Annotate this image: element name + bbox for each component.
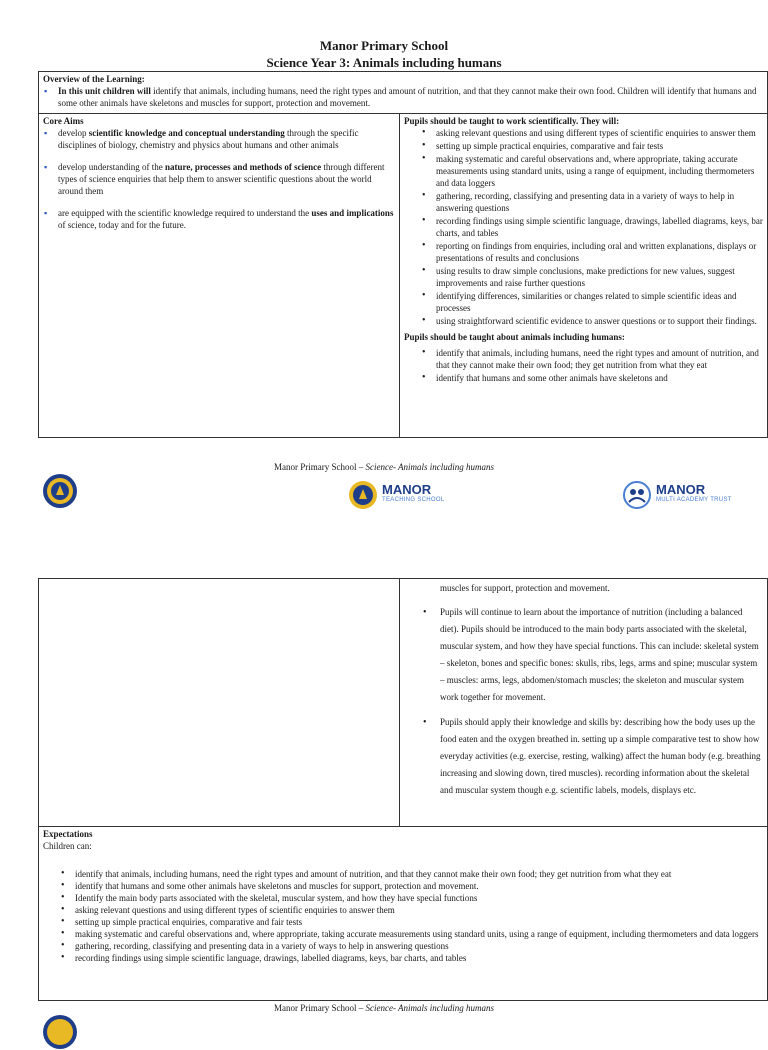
overview-item: ▪ In this unit children will identify that animals, including humans, need the right types and amount of nutrition, and that they cannot make their own food. Children will identify that humans and some other animals have skeletons and muscles for support, protection and movement. [43, 85, 763, 109]
work-scientifically-heading: Pupils should be taught to work scientifically. They will: [404, 116, 620, 126]
work-scientifically-item: • gathering, recording, classifying and presenting data in a variety of ways to help in answering questions [404, 190, 763, 214]
expectations-list [43, 868, 763, 964]
teaching-school-logo: MANOR TEACHING SCHOOL [348, 480, 445, 510]
core-aims-list [43, 127, 395, 231]
school-crest-logo-2 [42, 1014, 78, 1050]
continued-table [38, 578, 768, 1001]
school-crest-icon [42, 1014, 78, 1050]
work-scientifically-item: • recording findings using simple scientific language, drawings, labelled diagrams, keys, bar charts, and tables [404, 215, 763, 239]
expectation-item: • gathering, recording, classifying and presenting data in a variety of ways to help in answering questions [43, 940, 763, 952]
expectations-heading: Expectations [43, 829, 93, 839]
animals-list [404, 347, 763, 384]
work-scientifically-item: • setting up simple practical enquiries, comparative and fair tests [404, 140, 763, 152]
animals-item: • identify that animals, including humans, need the right types and amount of nutrition, and that they cannot make their own food; they get nutrition from what they eat [404, 347, 763, 371]
work-scientifically-item: • asking relevant questions and using different types of scientific enquiries to answer them [404, 127, 763, 139]
core-aims-cell [39, 114, 400, 438]
animals-heading: Pupils should be taught about animals including humans: [404, 332, 625, 342]
expectation-item: • asking relevant questions and using different types of scientific enquiries to answer them [43, 904, 763, 916]
expectation-item: • Identify the main body parts associated with the skeletal, muscular system, and how they have special functions [43, 892, 763, 904]
work-scientifically-item: • making systematic and careful observations and, where appropriate, taking accurate measurements using standard units, using a range of equipment, including thermometers and data loggers [404, 153, 763, 189]
trust-logo: MANOR MULTI ACADEMY TRUST [622, 480, 732, 510]
page2-item: • Pupils will continue to learn about the importance of nutrition (including a balanced diet). Pupils should be introduced to the main body parts associated with the skeletal, muscular system, and how they have special functions. This can include: skeletal system – skeleton, bones and specific bones: skulls, ribs, legs, arms and spine; muscular system – muscles: arms, legs, abdomen/stomach muscles; the skeleton and muscular system work together for movement. [404, 604, 763, 706]
empty-left-cell [39, 579, 400, 827]
continued-text: muscles for support, protection and movement. [440, 583, 610, 593]
teaching-school-icon [348, 480, 378, 510]
page2-item: • Pupils should apply their knowledge and skills by: describing how the body uses up the food eaten and the oxygen breathed in. setting up a simple comparative test to show how everyday activities (e.g. exercise, resting, walking) affect the human body (e.g. breathing increasing and slowing down, tired muscles). recording information about the skeletal and muscular system though e.g. scientific labels, models, displays etc. [404, 714, 763, 799]
core-aim-item: ▪ develop scientific knowledge and conceptual understanding through the specific disciplines of biology, chemistry and physics about humans and other animals [43, 127, 395, 151]
work-scientifically-item: • using straightforward scientific evidence to answer questions or to support their findings. [404, 315, 763, 327]
expectation-item: • setting up simple practical enquiries, comparative and fair tests [43, 916, 763, 928]
continued-cell [400, 579, 768, 827]
expectation-item: • identify that animals, including humans, need the right types and amount of nutrition, and that they cannot make their own food; they get nutrition from what they eat [43, 868, 763, 880]
work-scientifically-list [404, 127, 763, 327]
work-scientifically-item: • reporting on findings from enquiries, including oral and written explanations, displays or presentations of results and conclusions [404, 240, 763, 264]
document-title: Science Year 3: Animals including humans [266, 55, 502, 70]
school-crest-icon [42, 473, 78, 509]
trust-icon [622, 480, 652, 510]
pupils-taught-cell [400, 114, 768, 438]
core-aim-item: ▪ develop understanding of the nature, processes and methods of science through different types of science enquiries that help them to answer scientific questions about the world around them [43, 161, 395, 197]
expectation-item: • making systematic and careful observations and, where appropriate, taking accurate measurements using standard units, using a range of equipment, including thermometers and data loggers [43, 928, 763, 940]
overview-heading: Overview of the Learning: [43, 74, 145, 84]
school-name: Manor Primary School [319, 38, 449, 53]
expectation-item: • identify that humans and some other animals have skeletons and muscles for support, protection and movement. [43, 880, 763, 892]
expectations-cell [39, 827, 768, 1001]
core-aims-heading: Core Aims [43, 116, 84, 126]
page2-list [404, 604, 763, 799]
overview-cell [39, 72, 768, 114]
expectation-item: • recording findings using simple scientific language, drawings, labelled diagrams, keys, bar charts, and tables [43, 952, 763, 964]
school-crest-logo [42, 473, 78, 509]
work-scientifically-item: • identifying differences, similarities or changes related to simple scientific ideas and processes [404, 290, 763, 314]
expectations-intro: Children can: [43, 841, 92, 851]
page-footer: Manor Primary School – Science- Animals including humans [273, 462, 495, 472]
core-aim-item: ▪ are equipped with the scientific knowledge required to understand the uses and implications of science, today and for the future. [43, 207, 395, 231]
page-footer-2: Manor Primary School – Science- Animals including humans [273, 1003, 495, 1013]
animals-item: • identify that humans and some other animals have skeletons and [404, 372, 763, 384]
work-scientifically-item: • using results to draw simple conclusions, make predictions for new values, suggest improvements and raise further questions [404, 265, 763, 289]
learning-table [38, 71, 768, 438]
